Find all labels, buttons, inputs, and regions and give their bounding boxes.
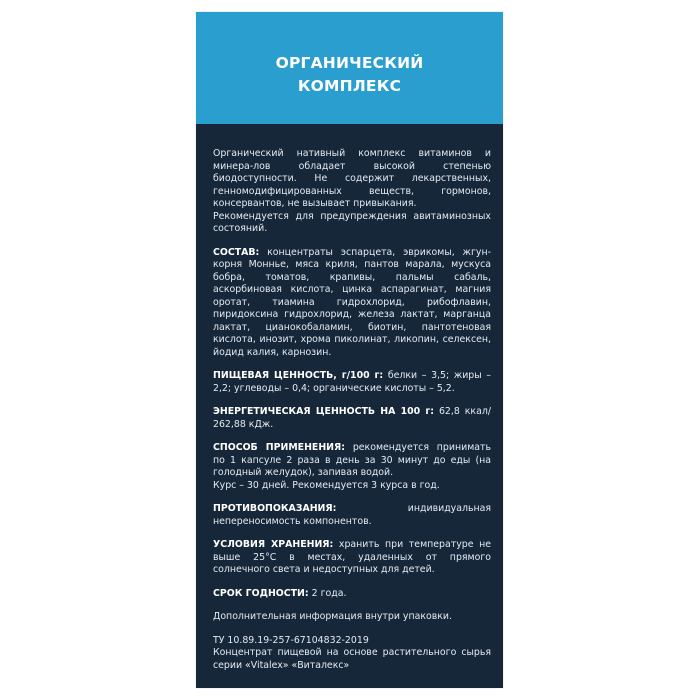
product-description: Концентрат пищевой на основе растительного сырья серии «Vitalex» «Виталекс» xyxy=(213,647,491,671)
title-line-1: ОРГАНИЧЕСКИЙ xyxy=(275,54,424,72)
composition-label: СОСТАВ: xyxy=(213,246,260,258)
shelf-life-section xyxy=(213,588,491,601)
energy-text: 62,8 ккал/ 262,88 кДж. xyxy=(213,406,491,430)
storage-text: хранить при температуре не выше 25°С в местах, удаленных от прямого солнечного света и недоступных для детей. xyxy=(213,539,491,575)
energy-label: ЭНЕРГЕТИЧЕСКАЯ ЦЕННОСТЬ НА 100 г: xyxy=(213,406,435,417)
storage-label: УСЛОВИЯ ХРАНЕНИЯ: xyxy=(213,539,334,550)
composition-section xyxy=(213,247,491,360)
nutrition-section xyxy=(213,370,491,395)
intro-recommendation: Рекомендуется для предупреждения авитаминозных состояний. xyxy=(213,210,491,234)
energy-section xyxy=(213,406,491,431)
label-text xyxy=(213,148,491,672)
contraindications-text: индивидуальная непереносимость компонентов. xyxy=(213,503,491,527)
shelf-life-label: СРОК ГОДНОСТИ: xyxy=(213,587,309,599)
product-title xyxy=(196,52,503,98)
nutrition-label: ПИЩЕВАЯ ЦЕННОСТЬ, г/100 г: xyxy=(213,370,384,381)
contraindications-label: ПРОТИВОПОКАЗАНИЯ: xyxy=(213,503,337,514)
usage-section xyxy=(213,442,491,480)
usage-text: рекомендуется принимать по 1 капсуле 2 раза в день за 30 минут до еды (на голодный желудок), запивая водой. xyxy=(213,442,491,478)
composition-text: концентраты эспарцета, эврикомы, жгун-корня Монньe, мяса криля, пантов марала, мускуса бобра, томатов, крапивы, пальмы сабаль, аскорбиновая кислота, цинка аспарагинат, магния оротат, тиамина гидрохлорид, рибофлавин, пиридоксина гидрохлорид, железа лактат, марганца лактат, цианокобаламин, биотин, пантотеновая кислота, инозит, хрома пиколинат, ликопин, селексен, йодид калия, карнозин. xyxy=(213,246,491,358)
nutrition-text: белки – 3,5; жиры – 2,2; углеводы – 0,4; органические кислоты – 5,2. xyxy=(213,370,491,394)
title-line-2: КОМПЛЕКС xyxy=(297,77,402,95)
additional-info: Дополнительная информация внутри упаковки. xyxy=(213,611,452,622)
contraindications-section xyxy=(213,503,491,528)
storage-section xyxy=(213,539,491,577)
usage-label: СПОСОБ ПРИМЕНЕНИЯ: xyxy=(213,442,346,453)
shelf-life-text: 2 года. xyxy=(308,587,347,599)
intro-text: Органический нативный комплекс витаминов и минера-лов обладает высокой степенью биодоступности. Не содержит лекарственных, генномодифицированных веществ, гормонов, консервантов, не вызывает привыкания. xyxy=(213,148,491,209)
tu-code: ТУ 10.89.19-257-67104832-2019 xyxy=(213,634,369,646)
usage-course: Курс – 30 дней. Рекомендуется 3 курса в год. xyxy=(213,479,440,491)
header-band xyxy=(196,12,503,124)
product-box-panel xyxy=(196,12,503,688)
